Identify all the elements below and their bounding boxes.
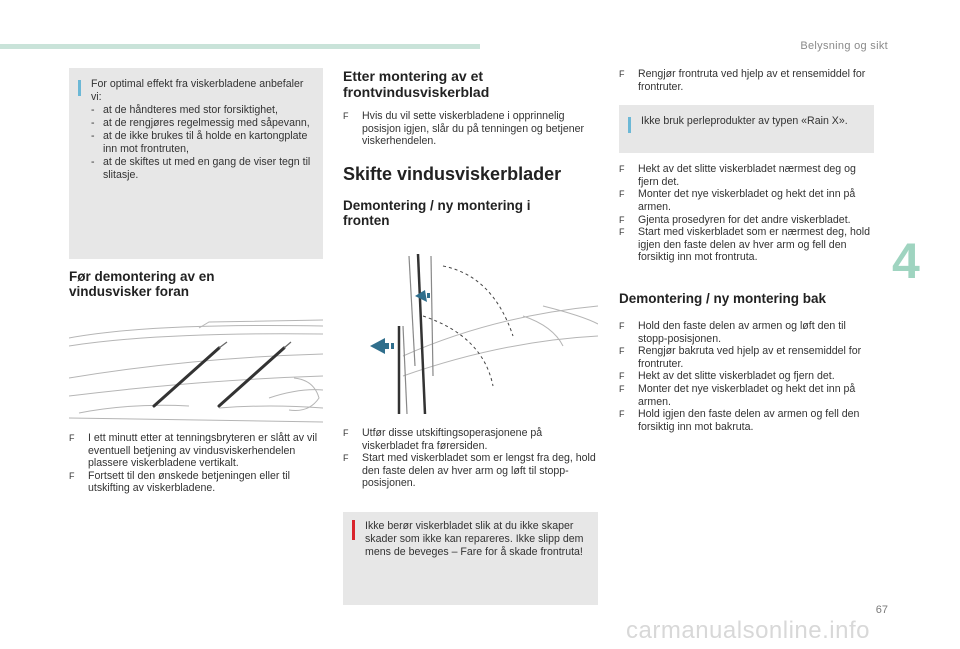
list-item: F Monter det nye viskerbladet og hekt det inn på armen. (619, 382, 856, 408)
info-list (91, 104, 313, 182)
checkbox-icon: F (619, 371, 625, 382)
header-accent-bar (0, 44, 480, 49)
checkbox-icon: F (619, 320, 625, 331)
column-1 (69, 68, 323, 495)
section-title: Belysning og sikt (800, 40, 888, 52)
checkbox-icon: F (619, 189, 625, 200)
bullet-list (619, 68, 874, 93)
bullet-list (343, 427, 598, 490)
checkbox-icon: F (619, 346, 625, 357)
arrow-icon (370, 338, 385, 354)
list-item: F Rengjør frontruta ved hjelp av et rensemiddel for frontruter. (619, 68, 866, 93)
list-item: F Hold den faste delen av armen og løft den til stopp-posisjonen. (619, 319, 846, 345)
checkbox-icon: F (619, 69, 625, 79)
wiper-removal-illustration (343, 246, 598, 414)
info-box (69, 68, 323, 259)
list-item: F Start med viskerbladet som er nærmest deg, hold igjen den faste delen av hver arm og fell den forsiktig inn mot frontruta. (619, 226, 870, 264)
info-icon (78, 80, 81, 96)
list-item: F Rengjør bakruta ved hjelp av et rensemiddel for frontruter. (619, 345, 862, 370)
list-item: F Fortsett til den ønskede betjeningen eller til utskifting av viskerbladene. (69, 469, 290, 495)
warning-text: Ikke berør viskerbladet slik at du ikke skaper skader som ikke kan repareres. Ikke slipp dem mens de beveges – Fare for å skade frontruta! (365, 520, 584, 558)
section-heading: Demontering / ny montering i fronten (343, 197, 531, 228)
info-text: Ikke bruk perleprodukter av typen «Rain X». (641, 115, 848, 128)
list-item: - at de skiftes ut med en gang de viser tegn til slitasje. (91, 156, 313, 182)
watermark: carmanualsonline.info (626, 617, 870, 644)
info-intro: For optimal effekt fra viskerbladene anbefaler vi: (91, 78, 304, 103)
checkbox-icon: F (69, 433, 75, 443)
warning-icon (352, 520, 355, 540)
section-heading: Demontering / ny montering bak (619, 290, 827, 306)
checkbox-icon: F (619, 214, 625, 225)
checkbox-icon: F (619, 164, 625, 175)
list-item: - at de håndteres med stor forsiktighet, (91, 104, 313, 117)
list-item: F Hold igjen den faste delen av armen og fell den forsiktig inn mot bakruta. (619, 408, 860, 433)
list-item: F Hekt av det slitte viskerbladet og fjern det. (619, 370, 835, 383)
front-wiper-illustration (69, 318, 323, 428)
bullet-list (619, 163, 874, 264)
checkbox-icon: F (619, 227, 625, 238)
list-item: F Utfør disse utskiftingsoperasjonene på viskerbladet fra førersiden. (343, 427, 543, 452)
list-item: F Start med viskerbladet som er lengst fra deg, hold den faste delen av hver arm og løft til stopp-posisjonen. (343, 452, 596, 490)
checkbox-icon: F (69, 470, 75, 481)
list-item: F Monter det nye viskerbladet og hekt det inn på armen. (619, 188, 856, 213)
car-front-illustration (69, 318, 323, 428)
section-heading: Før demontering av en vindusvisker foran (69, 269, 215, 299)
warning-box (343, 512, 598, 605)
checkbox-icon: F (619, 409, 625, 420)
list-item: F Hekt av det slitte viskerbladet nærmest deg og fjern det. (619, 163, 856, 188)
checkbox-icon: F (619, 383, 625, 394)
page-number: 67 (875, 604, 888, 616)
column-2 (343, 68, 598, 558)
list-item: F Hvis du vil sette viskerbladene i opprinnelig posisjon igjen, slår du på tenningen og betjener viskerhendelen. (343, 110, 585, 148)
info-box (619, 105, 874, 153)
column-3 (619, 68, 874, 433)
bullet-list (343, 110, 598, 148)
chapter-number: 4 (892, 233, 920, 289)
list-item: - at de rengjøres regelmessig med såpevann, (91, 117, 313, 130)
list-item: - at de ikke brukes til å holde en kartongplate inn mot frontruten, (91, 130, 313, 156)
checkbox-icon: F (343, 428, 349, 438)
bullet-list (69, 432, 323, 495)
page-title: Skifte vindusviskerblader (343, 163, 562, 184)
bullet-list (619, 320, 874, 433)
checkbox-icon: F (343, 111, 349, 121)
section-heading: Etter montering av et frontvindusviskerblad (343, 68, 490, 100)
list-item: F Gjenta prosedyren for det andre viskerbladet. (619, 213, 851, 226)
info-icon (628, 117, 631, 133)
checkbox-icon: F (343, 453, 349, 464)
wiper-lift-illustration (343, 246, 598, 414)
list-item: F I ett minutt etter at tenningsbryteren er slått av vil eventuell betjening av vindusviskerhendelen plassere viskerbladene vertikalt. (69, 432, 318, 470)
